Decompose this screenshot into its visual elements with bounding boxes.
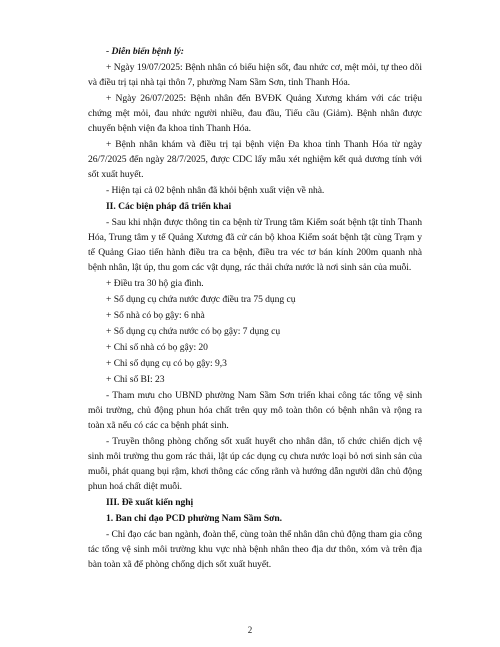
paragraph-advise-committee: - Tham mưu cho UBND phường Nam Sầm Sơn triển khai công tác tổng vệ sinh môi trường, chủ động phun hóa chất trên quy mô toàn thôn có bệnh nhân và rộng ra toàn xã nếu có các ca bệnh phát sinh.: [88, 390, 422, 431]
subheading-steering-committee: 1. Ban chỉ đạo PCD phường Nam Sầm Sơn.: [106, 513, 283, 524]
heading-measures: II. Các biện pháp đã triển khai: [106, 201, 232, 212]
heading-disease-progress: - Diễn biến bệnh lý:: [106, 46, 184, 57]
paragraph-communication: - Truyền thông phòng chống sốt xuất huyết cho nhân dân, tổ chức chiến dịch vệ sinh môi trường thu gom rác thải, lật úp các dụng cụ chưa nước loại bỏ nơi sinh sản của muỗi, phát quang bụi rậm, khơi thông các cống rãnh và hướng dẫn người dân chủ động phun hoá chất diệt muỗi.: [88, 436, 422, 492]
page-number: 2: [247, 625, 253, 635]
list-item-container-index: + Chỉ số dụng cụ có bọ gậy: 9,3: [106, 358, 227, 369]
list-item-house-index: + Chỉ số nhà có bọ gậy: 20: [106, 342, 208, 353]
list-item-households: + Điều tra 30 hộ gia đình.: [106, 278, 204, 289]
paragraph-direct-departments: - Chỉ đạo các ban ngành, đoàn thể, cùng toàn thể nhân dân chủ động tham gia công tác tổng vệ sinh môi trường khu vực nhà bệnh nhân theo địa dư thôn, xóm và trên địa bàn toàn xã để phòng chống dịch sốt xuất huyết.: [88, 529, 422, 570]
list-item-containers-larvae: + Số dụng cụ chứa nước có bọ gậy: 7 dụng cụ: [106, 326, 281, 337]
heading-recommendations: III. Đề xuất kiến nghị: [106, 497, 194, 508]
list-item-bi-index: + Chỉ số BI: 23: [106, 374, 165, 385]
paragraph-investigation: - Sau khi nhận được thông tin ca bệnh từ Trung tâm Kiểm soát bệnh tật tỉnh Thanh Hóa, Trung tâm y tế Quảng Xương đã cử cán bộ khoa Kiểm soát bệnh tật cùng Trạm y tế Quảng Giao tiến hành điều tra ca bệnh, điều tra véc tơ bán kính 200m quanh nhà bệnh nhân, lật úp, thu gom các vật dụng, rác thải chứa nước là nơi sinh sản của muỗi.: [88, 217, 422, 273]
list-item-containers: + Số dụng cụ chứa nước được điều tra 75 dụng cụ: [106, 294, 296, 305]
paragraph-discharged: - Hiện tại cả 02 bệnh nhân đã khỏi bệnh xuất viện về nhà.: [106, 185, 325, 196]
document-body: [88, 44, 422, 573]
paragraph-hospital-treatment: + Bệnh nhân khám và điều trị tại bệnh viện Đa khoa tỉnh Thanh Hóa từ ngày 26/7/2025 đến ngày 28/7/2025, được CDC lấy mẫu xét nghiệm kết quả dương tính với sốt xuất huyết.: [88, 139, 422, 180]
paragraph-day-19: + Ngày 19/07/2025: Bệnh nhân có biểu hiện sốt, đau nhức cơ, mệt mỏi, tự theo dõi và điều trị tại nhà tại thôn 7, phường Nam Sầm Sơn, tỉnh Thanh Hóa.: [88, 62, 422, 88]
paragraph-day-26: + Ngày 26/07/2025: Bệnh nhân đến BVĐK Quảng Xương khám với các triệu chứng mệt mỏi, đau nhức người nhiều, đau đầu, Tiểu cầu (Giảm). Bệnh nhân được chuyển bệnh viện đa khoa tỉnh Thanh Hóa.: [88, 93, 422, 134]
list-item-houses-larvae: + Số nhà có bọ gậy: 6 nhà: [106, 310, 205, 321]
